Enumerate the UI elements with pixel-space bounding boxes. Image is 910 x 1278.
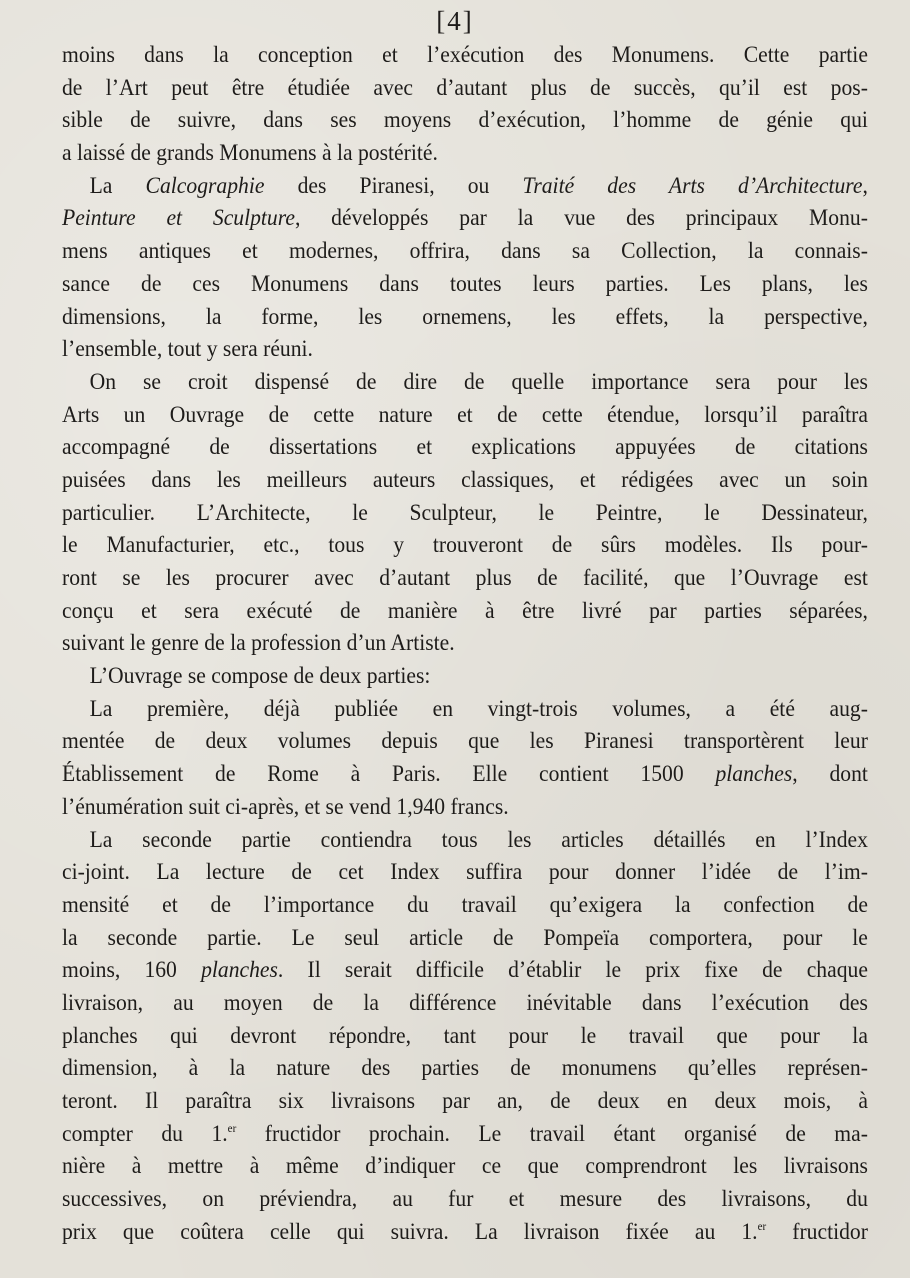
text-line: L’Ouvrage se compose de deux parties: — [89, 663, 431, 690]
text-line: mens antiques et modernes, offrira, dans sa Collection, la connais- — [62, 238, 868, 265]
text-line: a laissé de grands Monumens à la postérité. — [62, 140, 438, 167]
text-line: la seconde partie. Le seul article de Pompeïa comportera, pour le — [62, 924, 868, 951]
text-line: sance de ces Monumens dans toutes leurs parties. Les plans, les — [62, 270, 868, 297]
text-line: La seconde partie contiendra tous les articles détaillés en l’Index — [89, 826, 868, 853]
text-line: planches qui devront répondre, tant pour le travail que pour la — [62, 1022, 868, 1049]
text-line: l’ensemble, tout y sera réuni. — [62, 336, 313, 363]
text-line: prix que coûtera celle qui suivra. La livraison fixée au 1.$^{er}$ fructidor — [62, 1218, 868, 1245]
body-text — [62, 39, 868, 1248]
text-line: particulier. L’Architecte, le Sculpteur, le Peintre, le Dessinateur, — [62, 499, 868, 526]
page-number: [4] — [436, 6, 474, 36]
superscript: er — [227, 1120, 237, 1135]
text-line: ci-joint. La lecture de cet Index suffira pour donner l’idée de l’im- — [62, 859, 868, 886]
text-line: Arts un Ouvrage de cette nature et de cette étendue, lorsqu’il paraîtra — [62, 401, 868, 428]
text-line: accompagné de dissertations et explications appuyées de citations — [62, 434, 868, 461]
text-line: moins, 160 planches. Il serait difficile d’établir le prix fixe de chaque — [62, 957, 868, 984]
text-line: teront. Il paraîtra six livraisons par an, de deux en deux mois, à — [62, 1088, 868, 1114]
text-line: mensité et de l’importance du travail qu’exigera la confection de — [62, 891, 868, 918]
text-line: puisées dans les meilleurs auteurs classiques, et rédigées avec un soin — [62, 466, 868, 493]
text-line: successives, on préviendra, au fur et mesure des livraisons, du — [62, 1186, 868, 1213]
text-line: La Calcographie des Piranesi, ou Traité des Arts d’Architecture, — [89, 172, 868, 199]
text-line: mentée de deux volumes depuis que les Piranesi transportèrent leur — [62, 728, 868, 755]
paragraph — [62, 693, 868, 824]
text-line: dimension, à la nature des parties de monumens qu’elles représen- — [62, 1055, 868, 1082]
text-line: Établissement de Rome à Paris. Elle contient 1500 planches, dont — [62, 761, 868, 788]
text-line: livraison, au moyen de la différence inévitable dans l’exécution des — [62, 989, 868, 1016]
text-line: conçu et sera exécuté de manière à être livré par parties séparées, — [62, 597, 868, 624]
text-line: compter du 1.$^{er}$ fructidor prochain. Le travail étant organisé de ma- — [62, 1120, 868, 1147]
text-line: sible de suivre, dans ses moyens d’exécution, l’homme de génie qui — [62, 107, 868, 134]
italic-text: planches — [201, 957, 278, 984]
paragraph — [62, 170, 868, 366]
italic-text: Peinture et Sculpture — [62, 205, 295, 232]
text-line: l’énumération suit ci-après, et se vend 1,940 francs. — [62, 793, 509, 820]
text-line: dimensions, la forme, les ornemens, les effets, la perspective, — [62, 303, 868, 330]
text-line: de l’Art peut être étudiée avec d’autant plus de succès, qu’il est pos- — [62, 74, 868, 101]
superscript: er — [757, 1218, 767, 1233]
text-line: le Manufacturier, etc., tous y trouveront de sûrs modèles. Ils pour- — [62, 532, 868, 559]
text-line: suivant le genre de la profession d’un Artiste. — [62, 630, 455, 657]
paragraph — [62, 366, 868, 660]
italic-text: planches — [715, 761, 793, 788]
text-line: ront se les procurer avec d’autant plus de facilité, que l’Ouvrage est — [62, 565, 868, 591]
italic-text: Calcographie — [145, 172, 265, 199]
text-line: Peinture et Sculpture, développés par la vue des principaux Monu- — [62, 205, 868, 232]
text-line: La première, déjà publiée en vingt-trois volumes, a été aug- — [89, 695, 868, 722]
text-line: moins dans la conception et l’exécution des Monumens. Cette partie — [62, 42, 868, 68]
italic-text: Traité des Arts d’Architecture — [522, 172, 863, 199]
paragraph — [62, 824, 868, 1249]
text-line: nière à mettre à même d’indiquer ce que comprendront les livraisons — [62, 1153, 868, 1180]
text-line: On se croit dispensé de dire de quelle importance sera pour les — [89, 368, 868, 395]
paragraph — [62, 660, 868, 693]
paragraph — [62, 39, 868, 170]
